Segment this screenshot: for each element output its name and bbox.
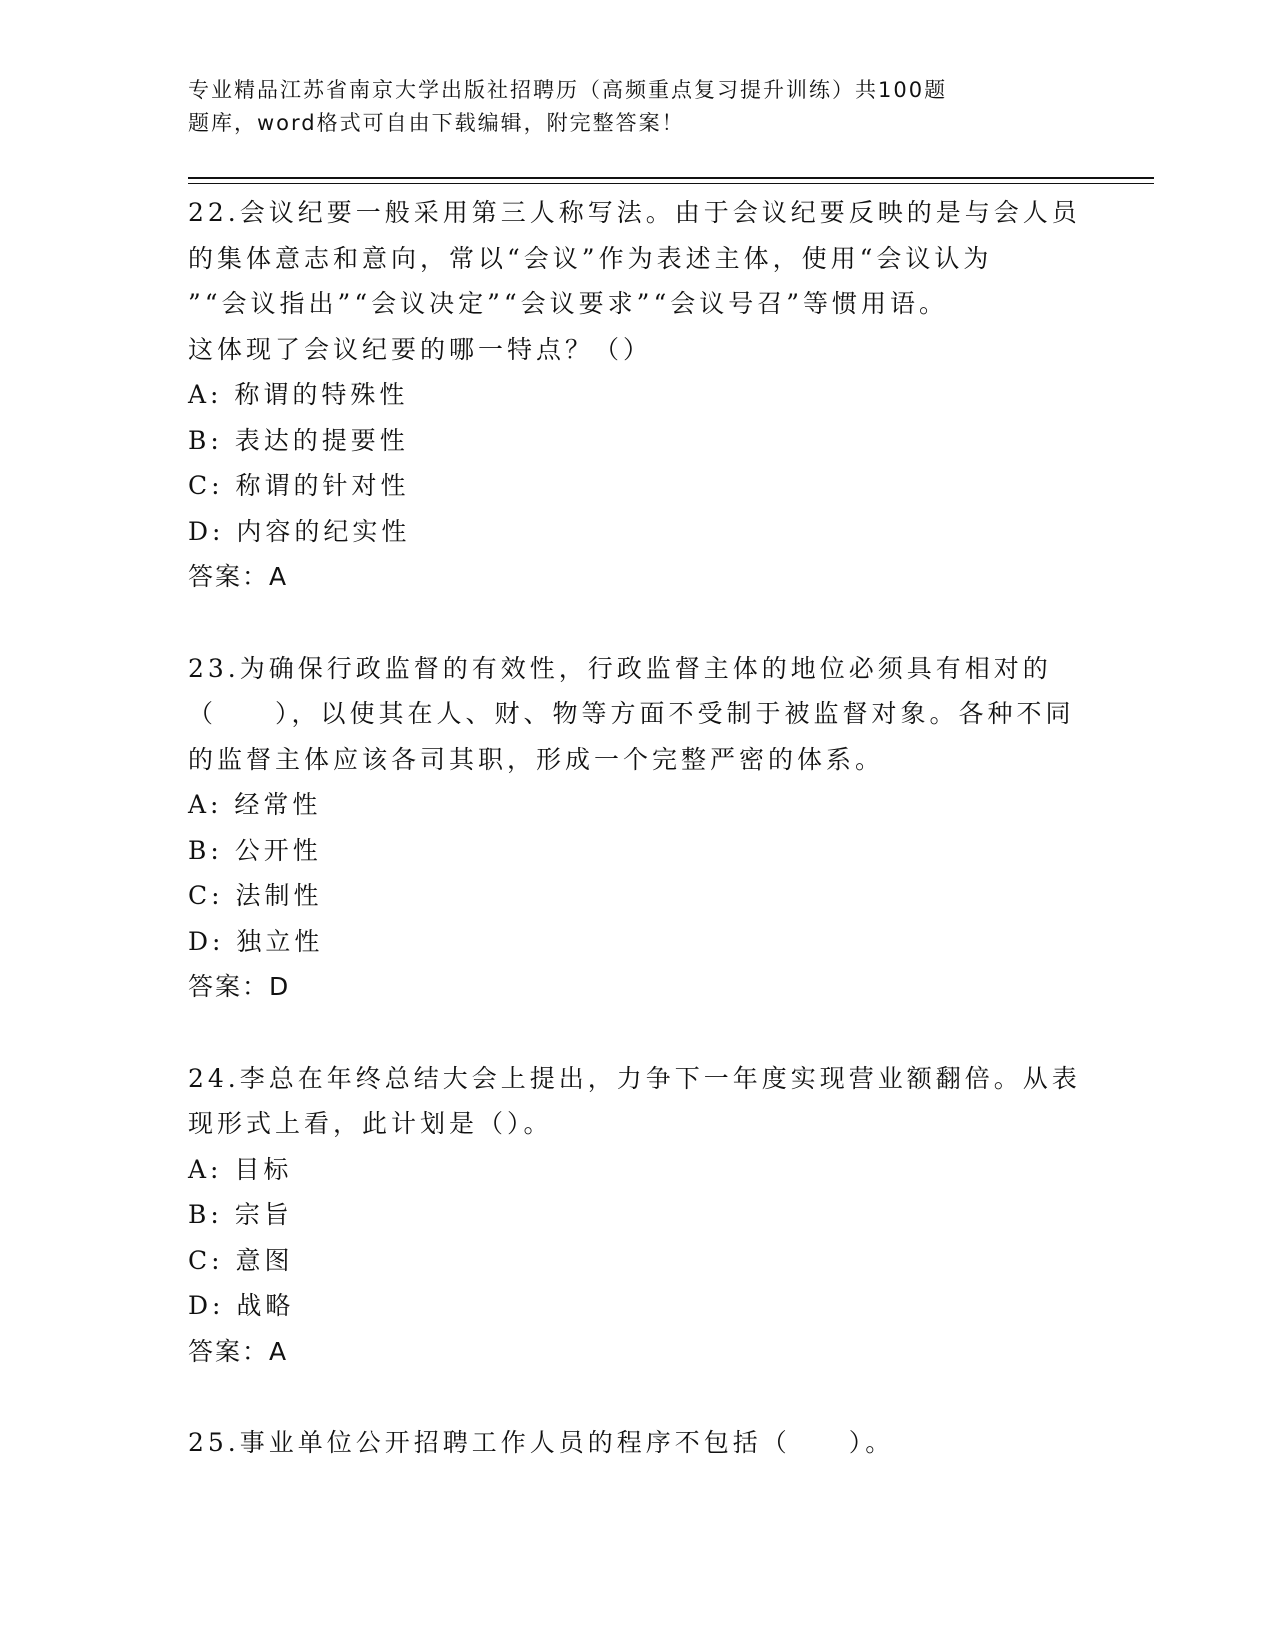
option-a: A: 经常性 bbox=[188, 790, 322, 819]
question-23 bbox=[188, 646, 1088, 1010]
option-d: D: 独立性 bbox=[188, 926, 324, 956]
question-stem-line: 的集体意志和意向，常以“会议”作为表述主体，使用“会议认为 bbox=[188, 243, 993, 273]
option-a: A: 称谓的特殊性 bbox=[188, 380, 409, 409]
option-c: C: 意图 bbox=[188, 1245, 294, 1275]
question-stem-line: 25.事业单位公开招聘工作人员的程序不包括（ ）。 bbox=[188, 1428, 895, 1457]
option-c: C: 称谓的针对性 bbox=[188, 471, 410, 500]
header-line-1: 专业精品江苏省南京大学出版社招聘历（高频重点复习提升训练）共100题 bbox=[188, 78, 948, 102]
header-divider-thin bbox=[188, 183, 1154, 184]
option-a: A: 目标 bbox=[188, 1154, 293, 1184]
option-b: B: 宗旨 bbox=[188, 1200, 293, 1229]
header-line-2: 题库，word格式可自由下载编辑，附完整答案！ bbox=[188, 111, 685, 135]
question-25 bbox=[188, 1420, 1088, 1466]
question-stem-line: 23.为确保行政监督的有效性，行政监督主体的地位必须具有相对的 bbox=[188, 653, 1052, 683]
option-d: D: 战略 bbox=[188, 1291, 295, 1320]
option-d: D: 内容的纪实性 bbox=[188, 516, 411, 546]
header-divider-thick bbox=[188, 177, 1154, 179]
question-list bbox=[188, 190, 1088, 1512]
answer: 答案：A bbox=[188, 562, 289, 591]
question-stem-line: 现形式上看，此计划是（）。 bbox=[188, 1109, 553, 1138]
question-stem-line: 这体现了会议纪要的哪一特点？（） bbox=[188, 334, 653, 364]
question-24 bbox=[188, 1056, 1088, 1375]
question-22 bbox=[188, 190, 1088, 600]
question-stem-line: ”“会议指出”“会议决定”“会议要求”“会议号召”等惯用语。 bbox=[188, 289, 949, 318]
question-stem-line: 的监督主体应该各司其职，形成一个完整严密的体系。 bbox=[188, 744, 885, 774]
option-c: C: 法制性 bbox=[188, 881, 323, 910]
answer: 答案：D bbox=[188, 972, 291, 1001]
question-stem-line: 24.李总在年终总结大会上提出，力争下一年度实现营业额翻倍。从表 bbox=[188, 1063, 1081, 1093]
option-b: B: 公开性 bbox=[188, 835, 322, 865]
option-b: B: 表达的提要性 bbox=[188, 425, 409, 455]
question-stem-line: （ ），以使其在人、财、物等方面不受制于被监督对象。各种不同 bbox=[188, 699, 1075, 728]
question-stem-line: 22.会议纪要一般采用第三人称写法。由于会议纪要反映的是与会人员 bbox=[188, 198, 1081, 227]
answer: 答案：A bbox=[188, 1336, 289, 1366]
document-header bbox=[188, 74, 1048, 140]
